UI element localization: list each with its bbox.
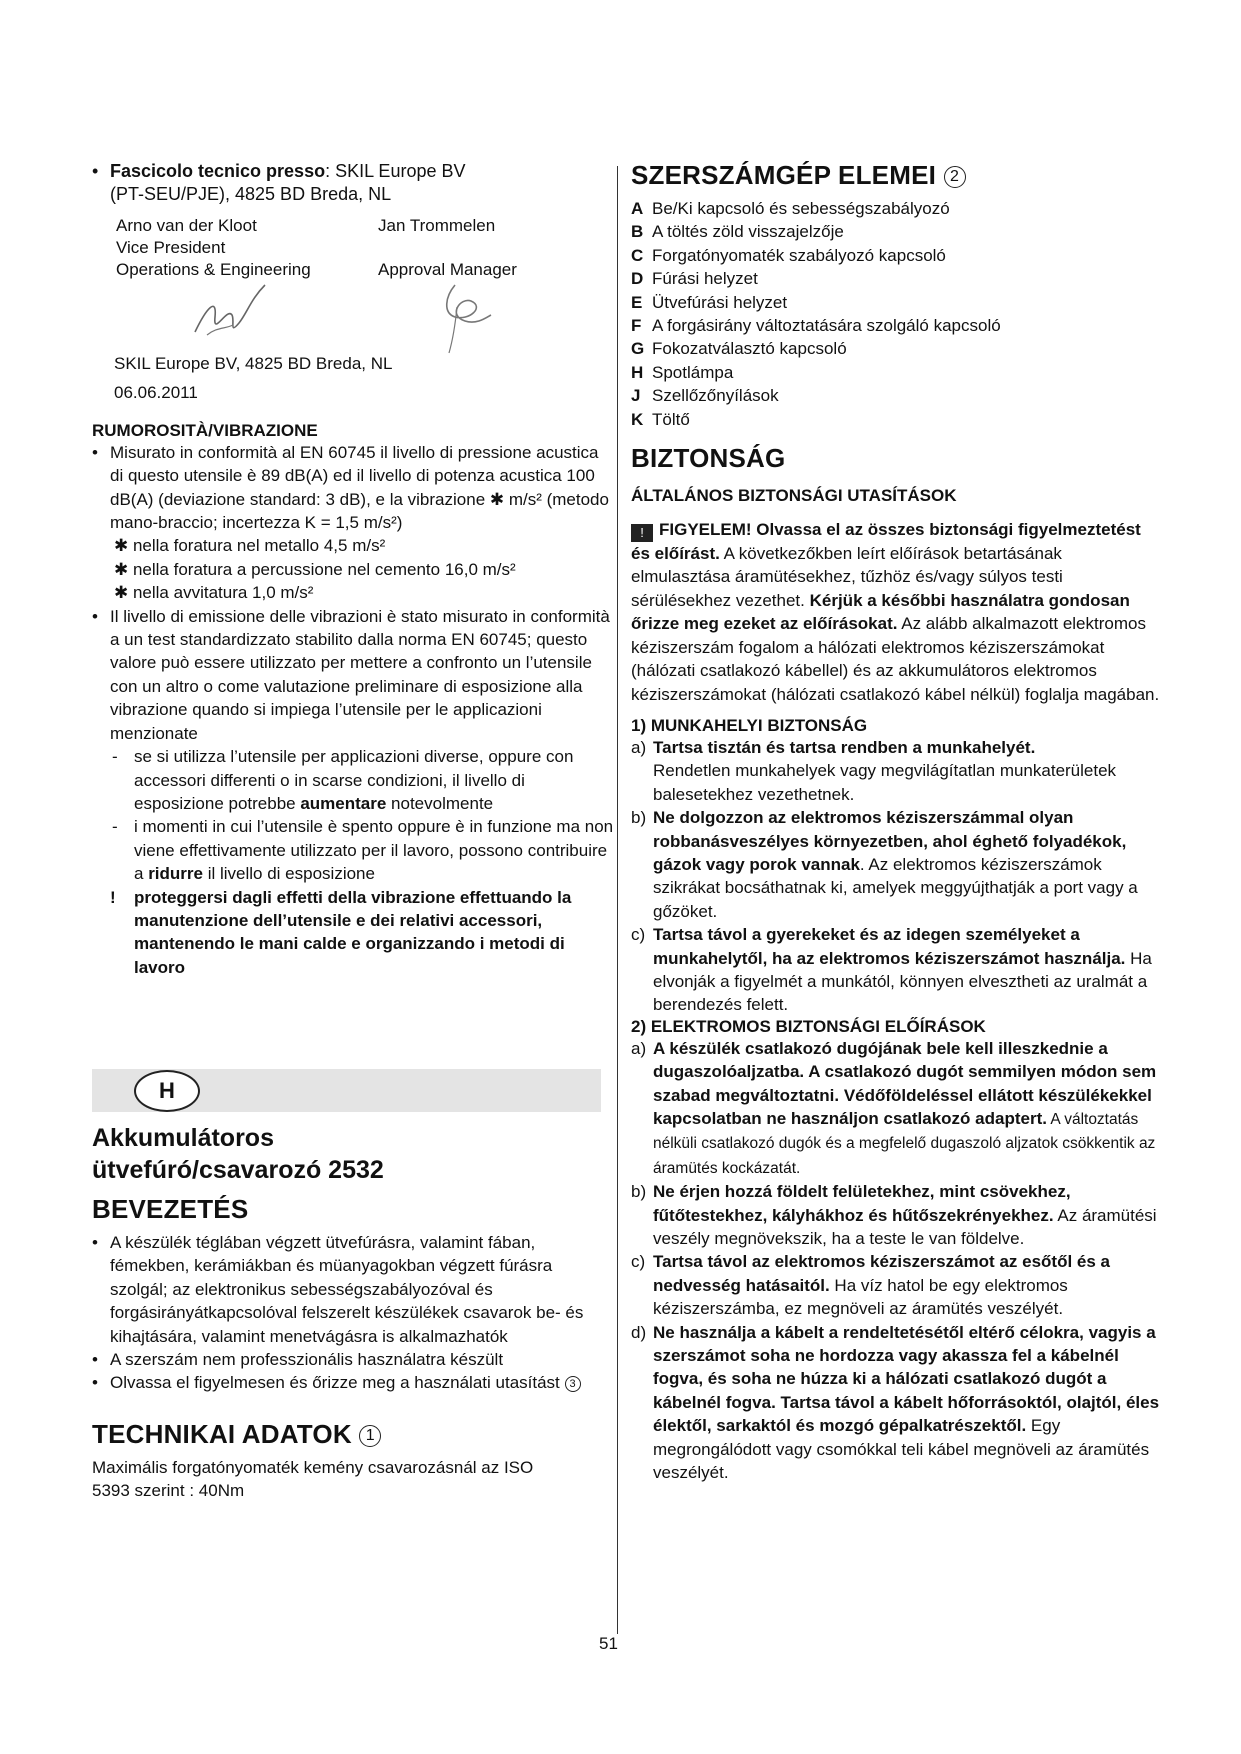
rumor-bullet-1: • Misurato in conformità al EN 60745 il livello di pressione acustica di questo utensile è 89 dB(A) ed il livello di potenza acustica 100 dB(A) (deviazione standard: 3 dB), e la vibrazione ✱ m/s² (metodo mano-braccio; incertezza K = 1,5 m/s²) — [92, 441, 614, 535]
signatures — [92, 277, 614, 351]
parts-list — [631, 197, 1161, 431]
intro-heading: BEVEZETÉS — [92, 1194, 249, 1224]
column-divider — [617, 166, 618, 1634]
warning-text-1: A következőkben leírt előírások betartásának elmulasztása áramütésekhez, tűzhöz és/vagy súlyos testi sérülésekhez vezethet. — [631, 544, 1063, 610]
signatories — [92, 215, 614, 277]
left-column — [92, 160, 614, 979]
part-item: G Fokozatválasztó kapcsoló — [631, 339, 847, 359]
part-item: J Szellőzőnyílások — [631, 386, 779, 406]
part-item: E Ütvefúrási helyzet — [631, 292, 788, 312]
signatory-1-dept: Operations & Engineering — [116, 259, 311, 279]
rumor-heading: RUMOROSITÀ/VIBRAZIONE — [92, 420, 318, 440]
rumor-sub-2: ✱ nella foratura a percussione nel cemento 16,0 m/s² — [114, 559, 516, 579]
rumor-dash-2: - i momenti in cui l’utensile è spento oppure è in funzione ma non viene effettivamente utilizzato per il lavoro, possono contribuire a ridurre il livello di esposizione — [112, 817, 614, 884]
date: 06.06.2011 — [114, 382, 198, 402]
dash-1-text: se si utilizza l’utensile per applicazioni diverse, oppure con accessori differenti o in scarse condizioni, il livello di esposizione potrebbe — [134, 747, 574, 813]
signatory-1-name: Arno van der Kloot — [116, 215, 257, 235]
part-item: B A töltés zöld visszajelzője — [631, 222, 844, 242]
dash-1-end: notevolmente — [386, 793, 494, 813]
left-column-lower — [92, 1122, 614, 1503]
section-2a: a) A készülék csatlakozó dugójának bele kell illeszkednie a dugaszolóaljzatba. A csatlakozó dugót semmilyen módon sem szabad megváltoztatni. Védőföldeléssel ellátott készülékekkel kapcsolatban ne használjon csatlakozó adaptert. A változtatás nélküli csatlakozó dugók és a megfelelő dugaszoló aljzatok csökkentik az áramütés kockázatát. — [631, 1038, 1157, 1177]
fascicolo-line2: (PT-SEU/PJE), 4825 BD Breda, NL — [110, 184, 392, 205]
page-number: 51 — [599, 1634, 618, 1653]
warning-icon: ! — [631, 524, 653, 542]
signatory-2 — [378, 215, 517, 281]
parts-heading-text: SZERSZÁMGÉP ELEMEI — [631, 160, 937, 190]
warning-text-2: Az alább alkalmazott elektromos kéziszerszám fogalom a hálózati elektromos kéziszerszámokat (hálózati csatlakozó kábellel) és az akkumulátoros elektromos kéziszerszámokat (hálózati csatlakozó kábel nélkül) foglalja magában. — [631, 614, 1160, 704]
safety-heading: BIZTONSÁG — [631, 443, 786, 474]
warning-text: proteggersi dagli effetti della vibrazione effettuando la manutenzione dell’utensile e dei relativi accessori, mantenendo le mani calde e organizzando i metodi di lavoro — [134, 887, 572, 977]
part-item: F A forgásirány változtatására szolgáló kapcsoló — [631, 316, 1001, 336]
signatory-1 — [116, 215, 311, 281]
language-badge: H — [134, 1070, 200, 1112]
warning-bold: FIGYELEM! Olvassa el az összes biztonsági figyelmeztetést és előírást. — [631, 520, 1141, 564]
rumor-bullet-2: • Il livello di emissione delle vibrazioni è stato misurato in conformità a un test standardizzato stabilito dalla norma EN 60745; questo valore può essere utilizzato per mettere a confronto un l’utensile con un altro o come valutazione preliminare di esposizione alla vibrazione quando si impiega l’utensile per le applicazioni menzionate — [92, 605, 614, 745]
product-title-line1: Akkumulátoros — [92, 1124, 274, 1152]
section-1a: a) Tartsa tisztán és tartsa rendben a munkahelyét. Rendetlen munkahelyek vagy megvilágítatlan munkaterületek balesetekhez vezethetnek. — [631, 737, 1117, 804]
right-column — [631, 160, 1161, 1485]
section-1b: b) Ne dolgozzon az elektromos kéziszerszámmal olyan robbanásveszélyes környezetben, ahol éghető folyadékok, gázok vagy porok vannak. Az elektromos kéziszerszámok szikrákat bocsáthatnak ki, amelyek meggyújthatják a port vagy a gőzöket. — [631, 808, 1138, 921]
part-item: H Spotlámpa — [631, 362, 734, 382]
part-item: A Be/Ki kapcsoló és sebességszabályozó — [631, 199, 950, 218]
rumor-warning: ! proteggersi dagli effetti della vibrazione effettuando la manutenzione dell’utensile e dei relativi accessori, mantenendo le mani calde e organizzando i metodi di lavoro — [110, 887, 572, 977]
signature-1-image — [187, 277, 267, 347]
section-2b: b) Ne érjen hozzá földelt felületekhez, mint csövekhez, fűtőtestekhez, kályhákhoz és hűtőszekrényekhez. Az áramütési veszély megnövekszik, ha a teste le van földelve. — [631, 1182, 1157, 1249]
signatory-2-title: Approval Manager — [378, 259, 517, 279]
fascicolo-label: Fascicolo tecnico presso — [110, 161, 326, 181]
tech-heading — [92, 1419, 614, 1450]
general-safety-heading: ÁLTALÁNOS BIZTONSÁGI UTASÍTÁSOK — [631, 486, 957, 506]
intro-bullet-1: • A készülék téglában végzett ütvefúrásra, valamint fában, fémekben, kerámiákban és müanyagokban végzett fúrásra szolgál; az elektronikus sebességszabályozóval és forgásirányátkapcsolóval felszerelt készülékek csavarok be- és kihajtására, valamint menetvágásra is alkalmazhatók — [92, 1231, 614, 1348]
company-block — [92, 351, 614, 406]
fascicolo-line — [92, 160, 614, 207]
section-2-heading: 2) ELEKTROMOS BIZTONSÁGI ELŐÍRÁSOK — [631, 1016, 986, 1036]
intro-bullet-3 — [92, 1371, 614, 1394]
product-title-line2: ütvefúró/csavarozó 2532 — [92, 1156, 384, 1184]
dash-1-bold: aumentare — [300, 793, 387, 813]
tech-text: Maximális forgatónyomaték kemény csavarozásnál az ISO 5393 szerint : 40Nm — [92, 1457, 534, 1501]
figure-ref-2: 2 — [944, 166, 966, 188]
dash-2-text: i momenti in cui l’utensile è spento oppure è in funzione ma non viene effettivamente utilizzato per il lavoro, possono contribuire a — [134, 817, 614, 884]
signature-2-image — [425, 277, 495, 355]
rumor-dash-1: - se si utilizza l’utensile per applicazioni diverse, oppure con accessori differenti o in scarse condizioni, il livello di esposizione potrebbe aumentare notevolmente — [112, 747, 574, 813]
signatory-2-name: Jan Trommelen — [378, 215, 496, 235]
rumor-sub-1: ✱ nella foratura nel metallo 4,5 m/s² — [114, 536, 386, 556]
figure-ref-3: 3 — [565, 1376, 581, 1392]
product-title — [92, 1122, 614, 1186]
section-1-heading: 1) MUNKAHELYI BIZTONSÁG — [631, 715, 868, 735]
rumor-sub-3: ✱ nella avvitatura 1,0 m/s² — [114, 583, 314, 603]
part-item: K Töltő — [631, 409, 690, 429]
tech-heading-text: TECHNIKAI ADATOK — [92, 1418, 352, 1449]
fascicolo-text: : SKIL Europe BV — [325, 161, 466, 181]
intro-bullet-3-text: Olvassa el figyelmesen és őrizze meg a használati utasítást — [110, 1373, 560, 1393]
figure-ref-1: 1 — [359, 1425, 381, 1447]
section-2c: c) Tartsa távol az elektromos kéziszerszámot az esőtől és a nedvesség hatásaitól. Ha víz hatol be egy elektromos kéziszerszámba, ez megnöveli az áramütés veszélyét. — [631, 1252, 1110, 1319]
general-warning — [631, 518, 1161, 706]
rumor-sub-list — [92, 534, 614, 604]
section-2d: d) Ne használja a kábelt a rendeltetésétől eltérő célokra, vagyis a szerszámot soha ne hordozza vagy akassza fel a kábelnél fogva, és soha ne húzza ki a hálózati csatlakozó dugót a kábelnél fogva. Tartsa távol a kábelt hőforrásoktól, olajtól, éles élektől, sarkaktól és mozgó gépalkatrészektől. Egy megrongálódott vagy csomókkal teli kábel megnöveli az áramütés veszélyét. — [631, 1322, 1160, 1483]
warning-bold-2: Kérjük a későbbi használatra gondosan őrizze meg ezeket az előírásokat. — [631, 590, 1130, 634]
intro-bullet-2: • A szerszám nem professzionális használatra készült — [92, 1348, 614, 1371]
signatory-1-title: Vice President — [116, 237, 226, 257]
section-1c: c) Tartsa távol a gyerekeket és az idegen személyeket a munkahelytől, ha az elektromos kéziszerszámot használja. Ha elvonják a figyelmét a munkától, könnyen elvesztheti az uralmát a berendezés felett. — [631, 925, 1152, 1015]
dash-2-bold: ridurre — [148, 864, 203, 884]
dash-2-end: il livello di esposizione — [202, 864, 375, 884]
part-item: D Fúrási helyzet — [631, 269, 758, 289]
part-item: C Forgatónyomaték szabályozó kapcsoló — [631, 245, 946, 265]
parts-heading — [631, 160, 1161, 191]
company-address: SKIL Europe BV, 4825 BD Breda, NL — [114, 353, 393, 373]
